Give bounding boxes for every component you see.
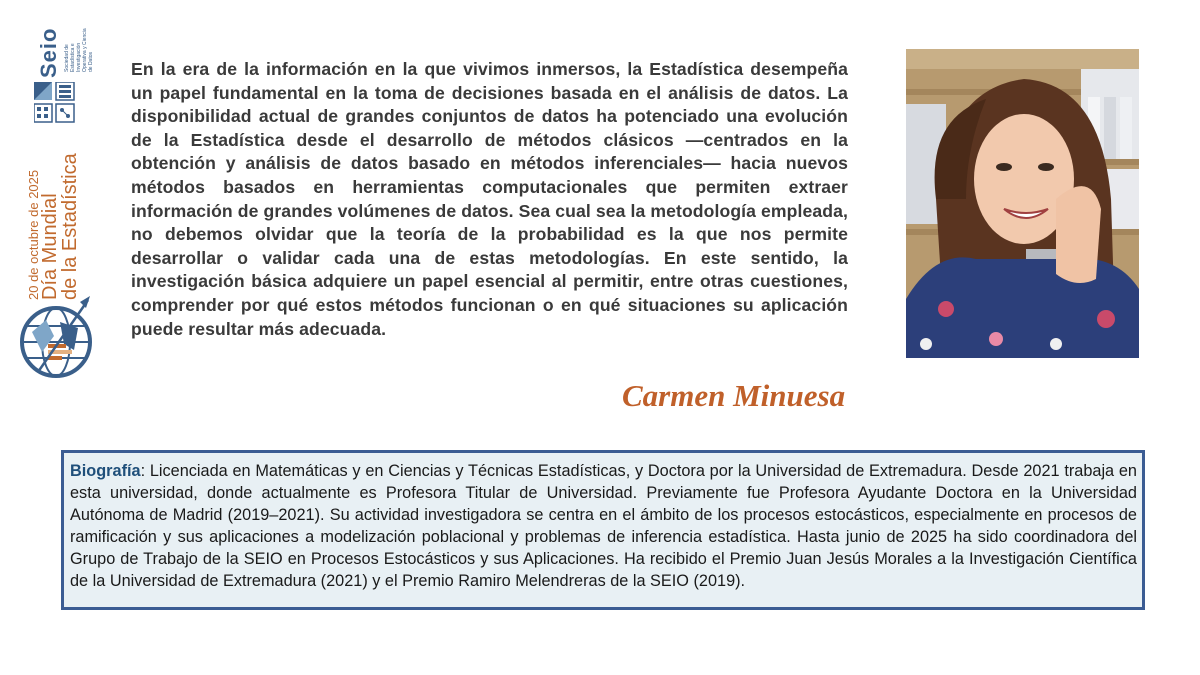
quote-text: En la era de la información en la que vivimos inmersos, la Estadística desempeña un papel fundamental en la toma de decisiones basada en el análisis de datos. La disponibilidad actual de grandes conjuntos de datos ha potenciado una evolución de la Estadística desde el desarrollo de métodos clásicos —centrados en la obtención y análisis de datos basado en métodos inferenciales— hacia nuevos métodos basados en herramientas computacionales que permiten extraer información de grandes volúmenes de datos. Sea cual sea la metodología empleada, no debemos olvidar que la teoría de la probabilidad es la que nos permite desarrollar o validar cada una de estas metodologías. En este sentido, la investigación básica adquiere un papel esencial al permitir, entre otras cuestiones, comprender por qué estos métodos funcionan o en qué situaciones su aplicación puede resultar más adecuada. <box>131 59 848 339</box>
seio-logo-subtitle: Sociedad de Estadística e Investigación Operativa y Ciencia de Datos <box>64 28 94 72</box>
author-photo <box>906 49 1139 358</box>
author-signature: Carmen Minuesa <box>622 378 846 413</box>
biography-label: Biografía <box>70 462 141 480</box>
dia-title-line2: de la Estadística <box>59 153 81 300</box>
biography-box <box>61 450 1145 610</box>
seio-logo-icons <box>34 82 78 126</box>
biography-text: : Licenciada en Matemáticas y en Ciencias y Técnicas Estadísticas, y Doctora por la Universidad de Extremadura. Desde 2021 trabaja en esta universidad, donde actualmente es Profesora Titular de Universidad. Previamente fue Profesora Ayudante Doctora en la Universidad Autónoma de Madrid (2019–2021). Su actividad investigadora se centra en el ámbito de los procesos estocásticos, especialmente en procesos de ramificación y sus aplicaciones a modelización poblacional y problemas de inferencia estadística. Hasta junio de 2025 ha sido coordinadora del Grupo de Trabajo de la SEIO en Procesos Estocásticos y sus Aplicaciones. Ha recibido el Premio Juan Jesús Morales a la Investigación Científica de la Universidad de Extremadura (2021) y el Premio Ramiro Melendreras de la SEIO (2019). <box>70 462 1137 590</box>
portrait-image <box>906 49 1139 358</box>
dia-date: 20 de octubre de 2025 <box>26 169 41 300</box>
dia-title-line1: Día Mundial <box>39 193 61 300</box>
seio-logo-text: Seio <box>36 27 61 78</box>
globe-icon <box>20 292 94 382</box>
